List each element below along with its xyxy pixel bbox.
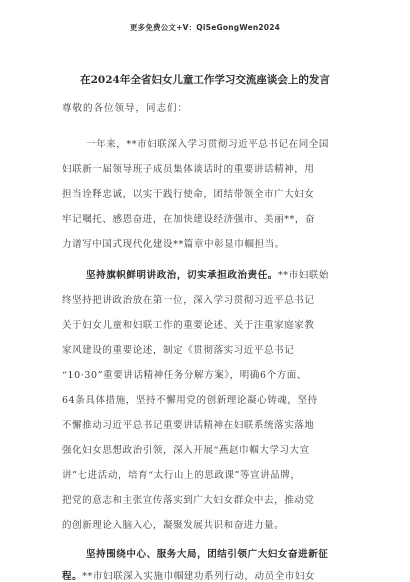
body-line: 终坚持把讲政治放在第一位，深入学习贯彻习近平总书记: [62, 295, 315, 306]
body-line: “10·30”重要讲话精神任务分解方案》，明确6个方面、: [62, 370, 308, 381]
body-line: 一年来，**市妇联深入学习贯彻习近平总书记在同全国: [86, 139, 330, 150]
section-heading-line: [86, 546, 328, 560]
body-line: 妇联新一届领导班子成员集体谈话时的重要讲话精神，用: [62, 164, 315, 175]
body-text: **市妇联深入实施巾帼建功系列行动，动员全市妇女: [82, 571, 316, 582]
body-line: 牢记嘱托、感恩奋进，在加快建设经济强市、美丽**，奋: [62, 214, 316, 225]
body-line: 关于妇女儿童和妇联工作的重要论述、关于注重家庭家教: [62, 320, 315, 331]
body-line: 担当诠释忠诚，以实干践行使命，团结带领全市广大妇女: [62, 189, 315, 200]
section-heading: 程。: [62, 571, 83, 582]
body-line: 把党的意志和主张宣传落实到广大妇女群众中去，推动党: [62, 495, 315, 506]
body-line: 64条具体措施，坚持不懈用党的创新理论凝心铸魂，坚持: [62, 395, 318, 406]
body-line: 力谱写中国式现代化建设**篇章中彰显巾帼担当。: [62, 239, 285, 250]
document-title: 在2024年全省妇女儿童工作学习交流座谈会上的发言: [80, 74, 330, 86]
body-text: **市妇联始: [277, 270, 330, 281]
body-line: 不懈推动习近平总书记重要讲话精神在妇联系统落实落地: [62, 420, 315, 431]
section-heading-line: [86, 267, 329, 281]
body-line: 家风建设的重要论述，制定《贯彻落实习近平总书记: [62, 345, 295, 356]
salutation: 尊敬的各位领导，同志们：: [62, 103, 189, 114]
body-line: 的创新理论入脑入心，凝聚发展共识和奋进力量。: [62, 520, 285, 531]
body-line: 讲”七进活动，培育“太行山上的思政课”等宣讲品牌，: [62, 470, 301, 481]
section-heading: 坚持围绕中心、服务大局，团结引领广大妇女奋进新征: [86, 549, 329, 560]
section-heading: 坚持旗帜鲜明讲政治，切实承担政治责任。: [86, 270, 278, 281]
body-line: 强化妇女思想政治引领，深入开展“燕赵巾帼大学习大宣: [62, 445, 310, 456]
page-header: 更多免费公文+V：QiSeGongWen2024: [129, 23, 281, 32]
